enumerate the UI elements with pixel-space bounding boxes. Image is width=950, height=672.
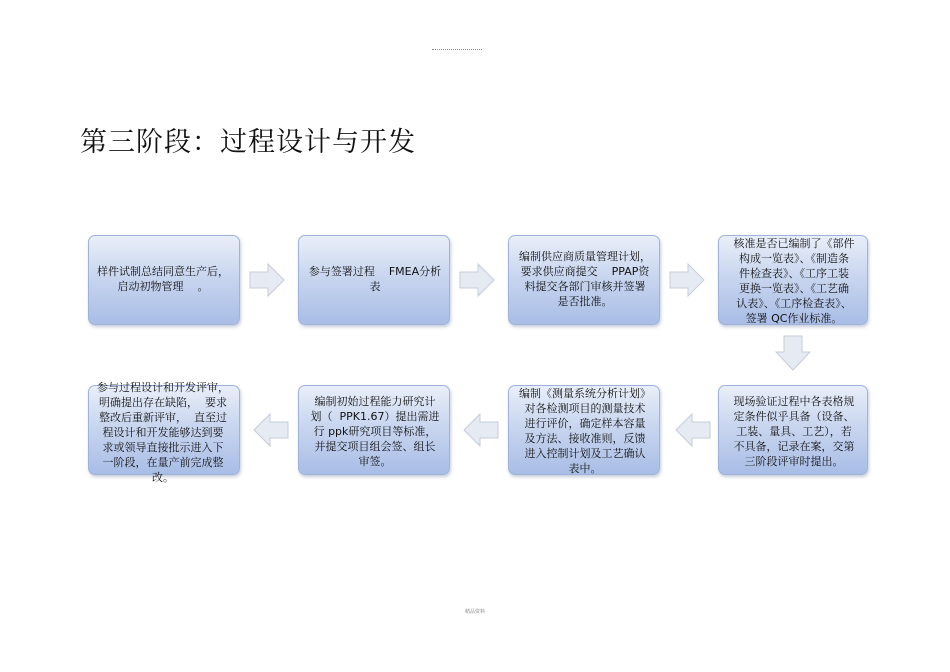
step-box-1 <box>88 235 240 325</box>
step-text-5: 现场验证过程中各表格规 定条件似乎具备（设备、 工装、量具、工艺），若 不具备，记录在案，交第 三阶段评审时提出。 <box>733 395 855 468</box>
step-box-4 <box>718 235 868 325</box>
page-footer: 精品资料 <box>464 609 485 615</box>
step-text-3: 编制供应商质量管理计划， 要求供应商提交 PPAP资 料提交各部门审核并签署 是否批准。 <box>519 250 651 308</box>
arrow-right-icon <box>248 262 286 298</box>
arrow-down-icon <box>774 334 812 372</box>
step-box-5 <box>718 385 868 475</box>
step-text-4: 核准是否已编制了《部件 构成一览表》、《制造条 件检查表》、《工序工装 更换一览表》、《工艺确 认表》、《工序检查表》、 签署 QC作业标准。 <box>733 237 855 325</box>
arrow-left-icon <box>674 412 712 448</box>
arrow-left-icon <box>462 412 500 448</box>
step-text-1: 样件试制总结同意生产后， 启动初物管理 。 <box>97 265 229 293</box>
step-box-2 <box>298 235 450 325</box>
arrow-left-icon <box>252 412 290 448</box>
page-title: 第三阶段：过程设计与开发 <box>80 127 416 158</box>
step-box-6 <box>508 385 660 475</box>
arrow-right-icon <box>668 262 706 298</box>
step-box-8 <box>88 381 240 484</box>
step-text-7: 编制初始过程能力研究计 划（ PPK1.67）提出需进 行 ppk研究项目等标准， 并提交项目组会签、组长 审签。 <box>310 395 440 468</box>
step-text-6: 编制《测量系统分析计划》 对各检测项目的测量技术 进行评价，确定样本容量 及方法、接收准则，反馈 进入控制计划及工艺确认 表中。 <box>519 387 651 475</box>
arrow-right-icon <box>458 262 496 298</box>
step-text-2: 参与签署过程 FMEA分析 表 <box>308 265 442 293</box>
step-box-7 <box>298 385 450 475</box>
step-box-3 <box>508 235 660 325</box>
step-text-8: 参与过程设计和开发评审， 明确提出存在缺陷， 要求 整改后重新评审， 直至过 程设计和开发能够达到要 求或领导直接批示进入下 一阶段，在量产前完成整 改。 <box>97 381 229 484</box>
header-dotted-rule <box>432 49 482 50</box>
